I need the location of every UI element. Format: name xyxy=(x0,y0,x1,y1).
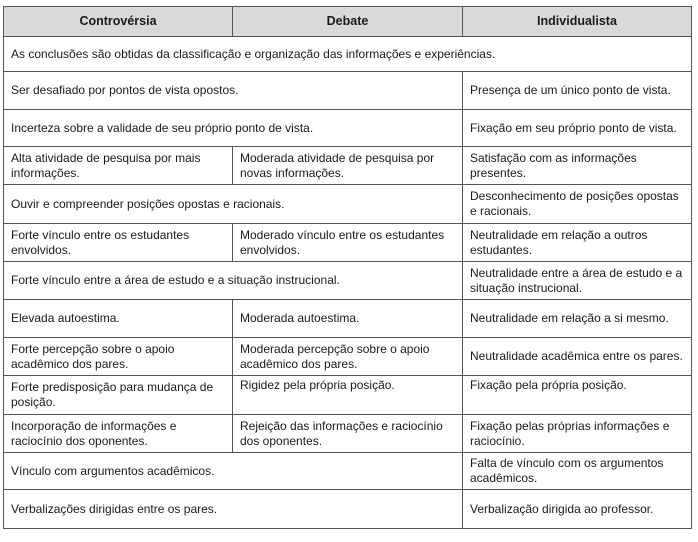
header-individualista: Individualista xyxy=(463,7,692,37)
table-cell: Alta atividade de pesquisa por mais informações. xyxy=(4,147,233,185)
table-row xyxy=(4,376,692,415)
table-cell: Presença de um único ponto de vista. xyxy=(463,72,692,110)
table-cell: Moderada percepção sobre o apoio acadêmico dos pares. xyxy=(233,338,463,376)
table-cell-merged: Ser desafiado por pontos de vista opostos. xyxy=(4,72,463,110)
table-cell: Neutralidade em relação a outros estudantes. xyxy=(463,224,692,262)
table-row xyxy=(4,224,692,262)
table-cell: Rigidez pela própria posição. xyxy=(233,376,463,415)
table-cell: Neutralidade acadêmica entre os pares. xyxy=(463,338,692,376)
header-row xyxy=(4,7,692,37)
table-cell: Forte predisposição para mudança de posição. xyxy=(4,376,233,415)
table-cell: Neutralidade em relação a si mesmo. xyxy=(463,300,692,338)
table-row xyxy=(4,37,692,72)
table-cell-merged: Verbalizações dirigidas entre os pares. xyxy=(4,490,463,529)
table-cell: Rejeição das informações e raciocínio dos oponentes. xyxy=(233,415,463,453)
table-cell: Forte percepção sobre o apoio acadêmico dos pares. xyxy=(4,338,233,376)
table-row xyxy=(4,72,692,110)
header-debate: Debate xyxy=(233,7,463,37)
table-cell: Satisfação com as informações presentes. xyxy=(463,147,692,185)
comparison-table xyxy=(3,6,692,529)
table-cell-merged: Vínculo com argumentos acadêmicos. xyxy=(4,453,463,490)
table-cell: Verbalização dirigida ao professor. xyxy=(463,490,692,529)
table-cell: Incorporação de informações e raciocínio dos oponentes. xyxy=(4,415,233,453)
table-cell: Fixação pela própria posição. xyxy=(463,376,692,415)
table-cell-merged: Ouvir e compreender posições opostas e racionais. xyxy=(4,185,463,224)
table-cell: Falta de vínculo com os argumentos acadêmicos. xyxy=(463,453,692,490)
table-row xyxy=(4,185,692,224)
table-cell: Fixação em seu próprio ponto de vista. xyxy=(463,110,692,147)
table-row xyxy=(4,338,692,376)
table-row xyxy=(4,490,692,529)
table-cell: Desconhecimento de posições opostas e racionais. xyxy=(463,185,692,224)
table-cell: Moderada autoestima. xyxy=(233,300,463,338)
table-cell: Moderado vínculo entre os estudantes envolvidos. xyxy=(233,224,463,262)
table-cell: Moderada atividade de pesquisa por novas informações. xyxy=(233,147,463,185)
table-row xyxy=(4,262,692,300)
table-row xyxy=(4,300,692,338)
table-cell-merged: Incerteza sobre a validade de seu próprio ponto de vista. xyxy=(4,110,463,147)
table-cell: Forte vínculo entre os estudantes envolvidos. xyxy=(4,224,233,262)
header-controversia: Controvérsia xyxy=(4,7,233,37)
table-cell-merged: As conclusões são obtidas da classificação e organização das informações e experiências. xyxy=(4,37,692,72)
table-cell: Neutralidade entre a área de estudo e a situação instrucional. xyxy=(463,262,692,300)
table-row xyxy=(4,453,692,490)
table-row xyxy=(4,415,692,453)
table-cell: Elevada autoestima. xyxy=(4,300,233,338)
table-cell: Fixação pelas próprias informações e raciocínio. xyxy=(463,415,692,453)
table-cell-merged: Forte vínculo entre a área de estudo e a situação instrucional. xyxy=(4,262,463,300)
table-row xyxy=(4,147,692,185)
table-row xyxy=(4,110,692,147)
